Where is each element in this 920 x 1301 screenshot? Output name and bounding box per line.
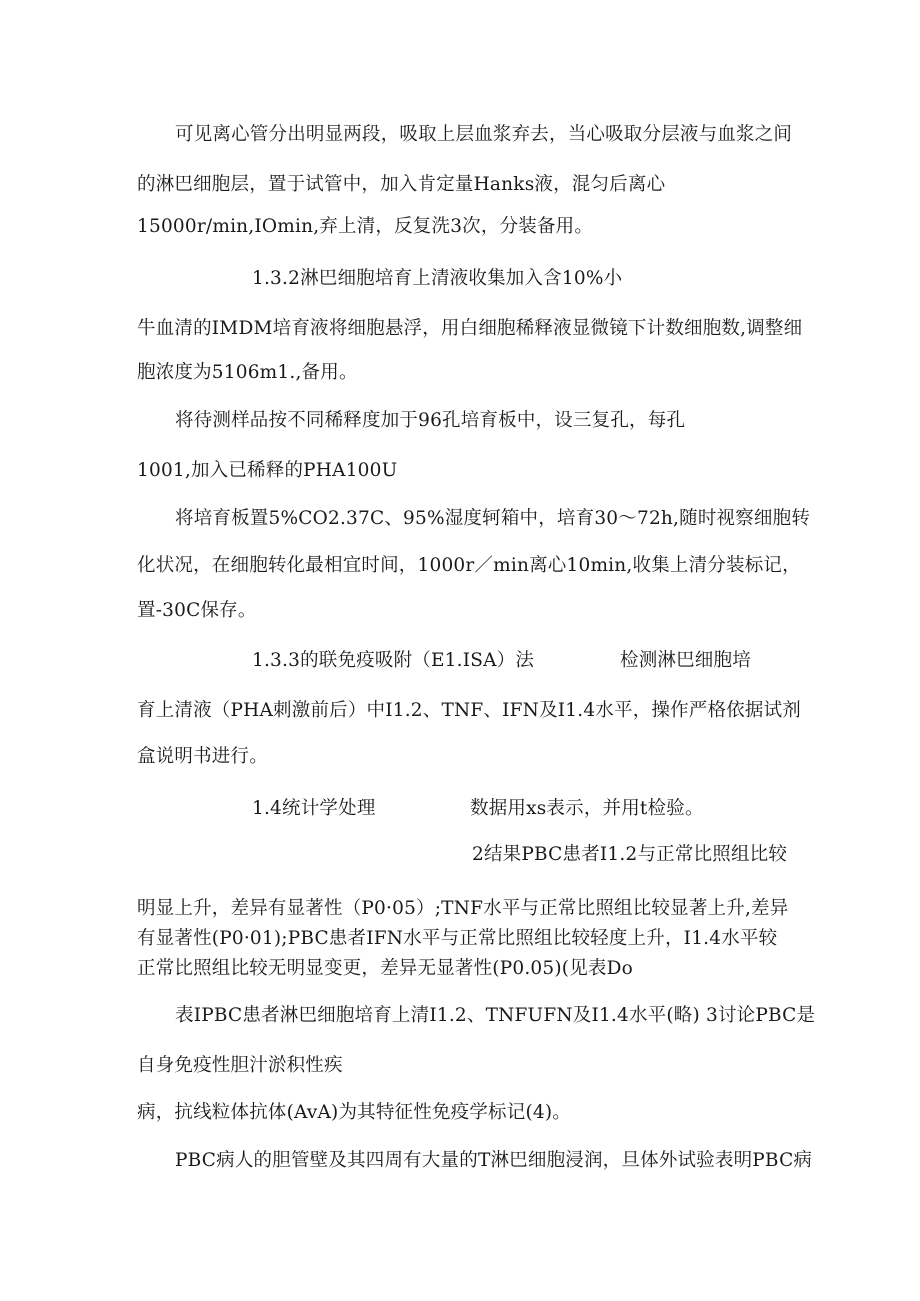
text-line-12a: 1.3.3的联免疫吸附（E1.ISA）法 — [252, 650, 535, 671]
text-line-17: 明显上升，差异有显著性（P0·05）;TNF水平与正常比照组比较显著上升,差异 — [137, 898, 789, 919]
text-line-21: 自身免疫性胆汁淤积性疾 — [137, 1055, 343, 1076]
text-line-23: PBC病人的胆管壁及其四周有大量的T淋巴细胞浸润，旦体外试验表明PBC病 — [175, 1150, 813, 1171]
text-line-11: 置-30C保存。 — [137, 600, 257, 621]
text-line-13: 育上清液（PHA刺激前后）中I1.2、TNF、IFN及I1.4水平，操作严格依据试剂 — [137, 700, 801, 721]
text-line-9: 将培育板置5%CO2.37C、95%湿度轲箱中，培育30～72h,随时视察细胞转 — [175, 508, 811, 529]
text-line-16: 2结果PBC患者I1.2与正常比照组比较 — [472, 844, 788, 865]
text-line-3: 15000r/min,IOmin,弃上清，反复洗3次，分装备用。 — [137, 216, 594, 237]
text-line-22: 病，抗线粒体抗体(AvA)为其特征性免疫学标记(4)。 — [137, 1102, 571, 1123]
text-line-18: 有显著性(P0·01);PBC患者IFN水平与正常比照组比较轻度上升，I1.4水平较 — [137, 928, 778, 949]
text-line-15a: 1.4统计学处理 — [252, 798, 376, 819]
text-line-15b: 数据用xs表示，并用t检验。 — [470, 798, 704, 819]
text-line-1: 可见离心管分出明显两段，吸取上层血浆弃去，当心吸取分层液与血浆之间 — [175, 124, 793, 145]
text-line-5: 牛血清的IMDM培育液将细胞悬浮，用白细胞稀释液显微镜下计数细胞数,调整细 — [137, 318, 803, 339]
text-line-8: 1001,加入已稀释的PHA100U — [137, 460, 398, 481]
text-line-6: 胞浓度为5106m1.,备用。 — [137, 362, 358, 383]
text-line-12b: 检测淋巴细胞培 — [620, 650, 751, 671]
text-line-19: 正常比照组比较无明显变更，差异无显著性(P0.05)(见表Do — [137, 958, 633, 979]
text-line-14: 盒说明书进行。 — [137, 746, 268, 767]
text-line-10: 化状况，在细胞转化最相宜时间，1000r／min离心10min,收集上清分装标记， — [137, 555, 801, 576]
text-line-7: 将待测样品按不同稀释度加于96孔培育板中，设三复孔，每孔 — [175, 410, 686, 431]
text-line-20: 表IPBC患者淋巴细胞培育上清I1.2、TNFUFN及I1.4水平(略) 3讨论PBC是 — [175, 1005, 816, 1026]
text-line-2: 的淋巴细胞层，置于试管中，加入肯定量Hanks液，混匀后离心 — [137, 174, 666, 195]
text-line-4: 1.3.2淋巴细胞培育上清液收集加入含10%小 — [252, 268, 623, 289]
